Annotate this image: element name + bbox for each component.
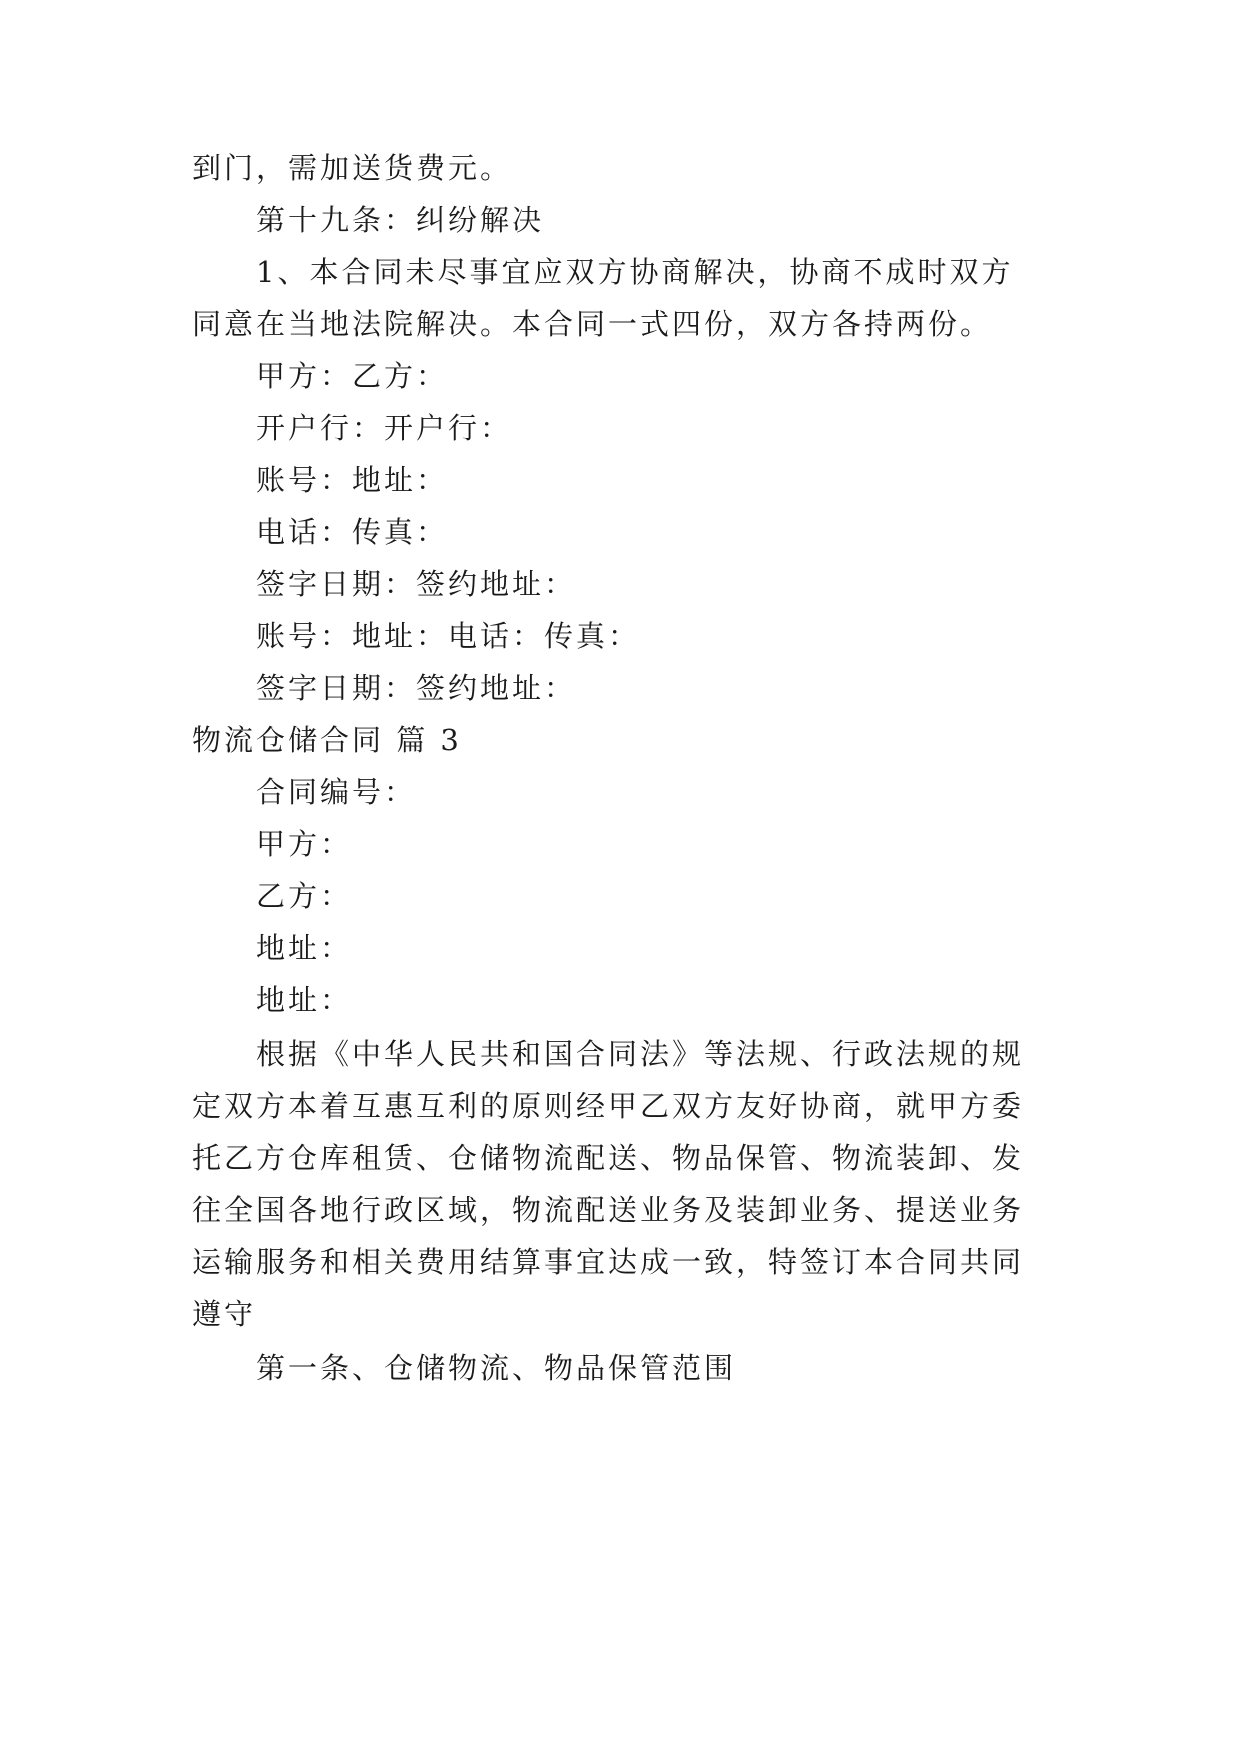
text-line: 同意在当地法院解决。本合同一式四份，双方各持两份。 [192, 307, 993, 341]
contract-field: 地址： [256, 983, 353, 1017]
contract-field: 乙方： [256, 879, 353, 913]
signature-field: 账号：地址：电话：传真： [256, 619, 641, 653]
section-title: 物流仓储合同 篇 3 [192, 723, 462, 757]
article-heading: 第一条、仓储物流、物品保管范围 [256, 1351, 737, 1385]
contract-field: 地址： [256, 931, 353, 965]
text-line: 托乙方仓库租赁、仓储物流配送、物品保管、物流装卸、发 [192, 1141, 1025, 1175]
text-line: 1、本合同未尽事宜应双方协商解决，协商不成时双方 [256, 255, 1014, 289]
signature-field: 电话：传真： [256, 515, 449, 549]
signature-field: 签字日期：签约地址： [256, 671, 577, 705]
contract-field: 甲方： [256, 827, 353, 861]
signature-field: 账号：地址： [256, 463, 449, 497]
text-line: 到门，需加送货费元。 [192, 151, 513, 185]
signature-field: 甲方：乙方： [256, 359, 449, 393]
signature-field: 开户行：开户行： [256, 411, 513, 445]
text-line: 定双方本着互惠互利的原则经甲乙双方友好协商，就甲方委 [192, 1089, 1025, 1123]
contract-field: 合同编号： [256, 775, 417, 809]
text-line: 运输服务和相关费用结算事宜达成一致，特签订本合同共同 [192, 1245, 1025, 1279]
article-heading: 第十九条：纠纷解决 [256, 203, 545, 237]
text-line: 遵守 [192, 1297, 257, 1331]
text-line: 根据《中华人民共和国合同法》等法规、行政法规的规 [256, 1037, 1025, 1071]
signature-field: 签字日期：签约地址： [256, 567, 577, 601]
text-line: 往全国各地行政区域，物流配送业务及装卸业务、提送业务 [192, 1193, 1025, 1227]
